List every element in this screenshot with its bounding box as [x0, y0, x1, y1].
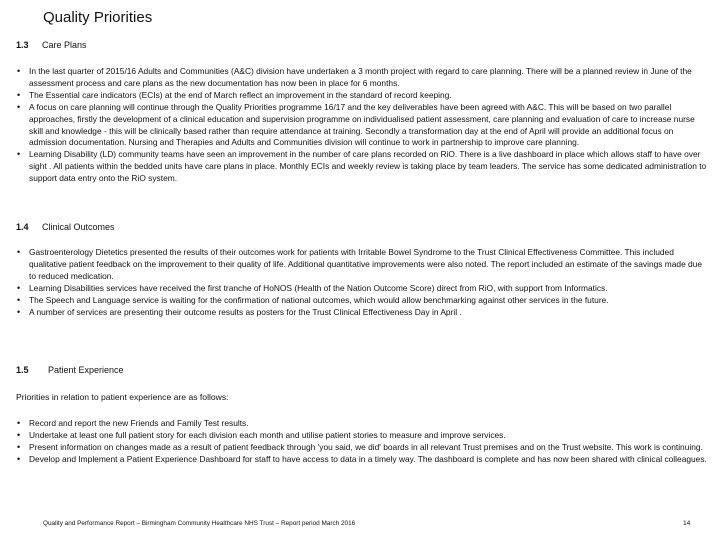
list-item: • Learning Disabilities services have received the first tranche of HoNOS (Health of the Nation Outcome Score) direct from RiO, with support from Informatics. [16, 283, 710, 295]
list-item: • Present information on changes made as a result of patient feedback through 'you said, we did' boards in all relevant Trust premises and on the Trust website. This work is continuing. [16, 442, 710, 454]
section-number: 1.5 [16, 365, 29, 375]
list-item: • Develop and Implement a Patient Experience Dashboard for staff to have access to data in a timely way. The dashboard is complete and has now been shared with clinical colleagues. [16, 454, 710, 466]
page-number: 14 [683, 520, 691, 527]
list-item: • Record and report the new Friends and Family Test results. [16, 418, 710, 430]
section-title: Clinical Outcomes [42, 222, 115, 232]
section-heading-care-plans [16, 40, 87, 50]
section-heading-clinical-outcomes [16, 222, 115, 232]
section-heading-patient-experience [16, 365, 124, 375]
section-title: Care Plans [42, 40, 87, 50]
section-number: 1.3 [16, 40, 29, 50]
clinical-outcomes-list [16, 247, 710, 318]
page-footer: Quality and Performance Report – Birmingham Community Healthcare NHS Trust – Report period March 2016 [43, 520, 356, 527]
section-title: Patient Experience [48, 365, 124, 375]
list-item: • A number of services are presenting their outcome results as posters for the Trust Clinical Effectiveness Day in April . [16, 307, 710, 319]
list-item: • A focus on care planning will continue through the Quality Priorities programme 16/17 and the key deliverables have been agreed with A&C. This will be based on two parallel approaches, firstly the development of a clinical education and supervision programme on individualised patient assessment, care planning and evaluation of care to increase nurse skill and knowledge - this will be clinically based rather than require attendance at training. Secondly a transformation day at the end of April will provide an additional focus on admission documentation. Nursing and Therapies and Adults and Communities division will continue to work in partnership to improve care planning. [16, 102, 710, 150]
care-plans-list [16, 66, 710, 185]
section-number: 1.4 [16, 222, 29, 232]
list-item: • Learning Disability (LD) community teams have seen an improvement in the number of care plans recorded on RiO. There is a live dashboard in place which allows staff to have over sight . All patients within the bedded units have care plans in place. Monthly ECIs and weekly review is taking place by team leaders. The service has some dedicated administration to support data entry onto the RiO system. [16, 149, 710, 185]
list-item: • Gastroenterology Dietetics presented the results of their outcomes work for patients with Irritable Bowel Syndrome to the Trust Clinical Effectiveness Committee. This included qualitative patient feedback on the improvement to their quality of life. Additional quantitative improvements were also noted. The report included an estimate of the savings made due to reduced medication. [16, 247, 710, 283]
page-title: Quality Priorities [43, 9, 153, 26]
list-item: • The Speech and Language service is waiting for the confirmation of national outcomes, which would allow benchmarking against other services in the future. [16, 295, 710, 307]
patient-experience-list [16, 418, 710, 466]
list-item: • The Essential care indicators (ECIs) at the end of March reflect an improvement in the standard of record keeping. [16, 90, 710, 102]
list-item: • Undertake at least one full patient story for each division each month and utilise patient stories to measure and improve services. [16, 430, 710, 442]
list-item: • In the last quarter of 2015/16 Adults and Communities (A&C) division have undertaken a 3 month project with regard to care planning. There will be a planned review in June of the assessment process and care plans as the new documentation has now been in place for 6 months. [16, 66, 710, 90]
patient-experience-intro: Priorities in relation to patient experience are as follows: [16, 392, 229, 402]
